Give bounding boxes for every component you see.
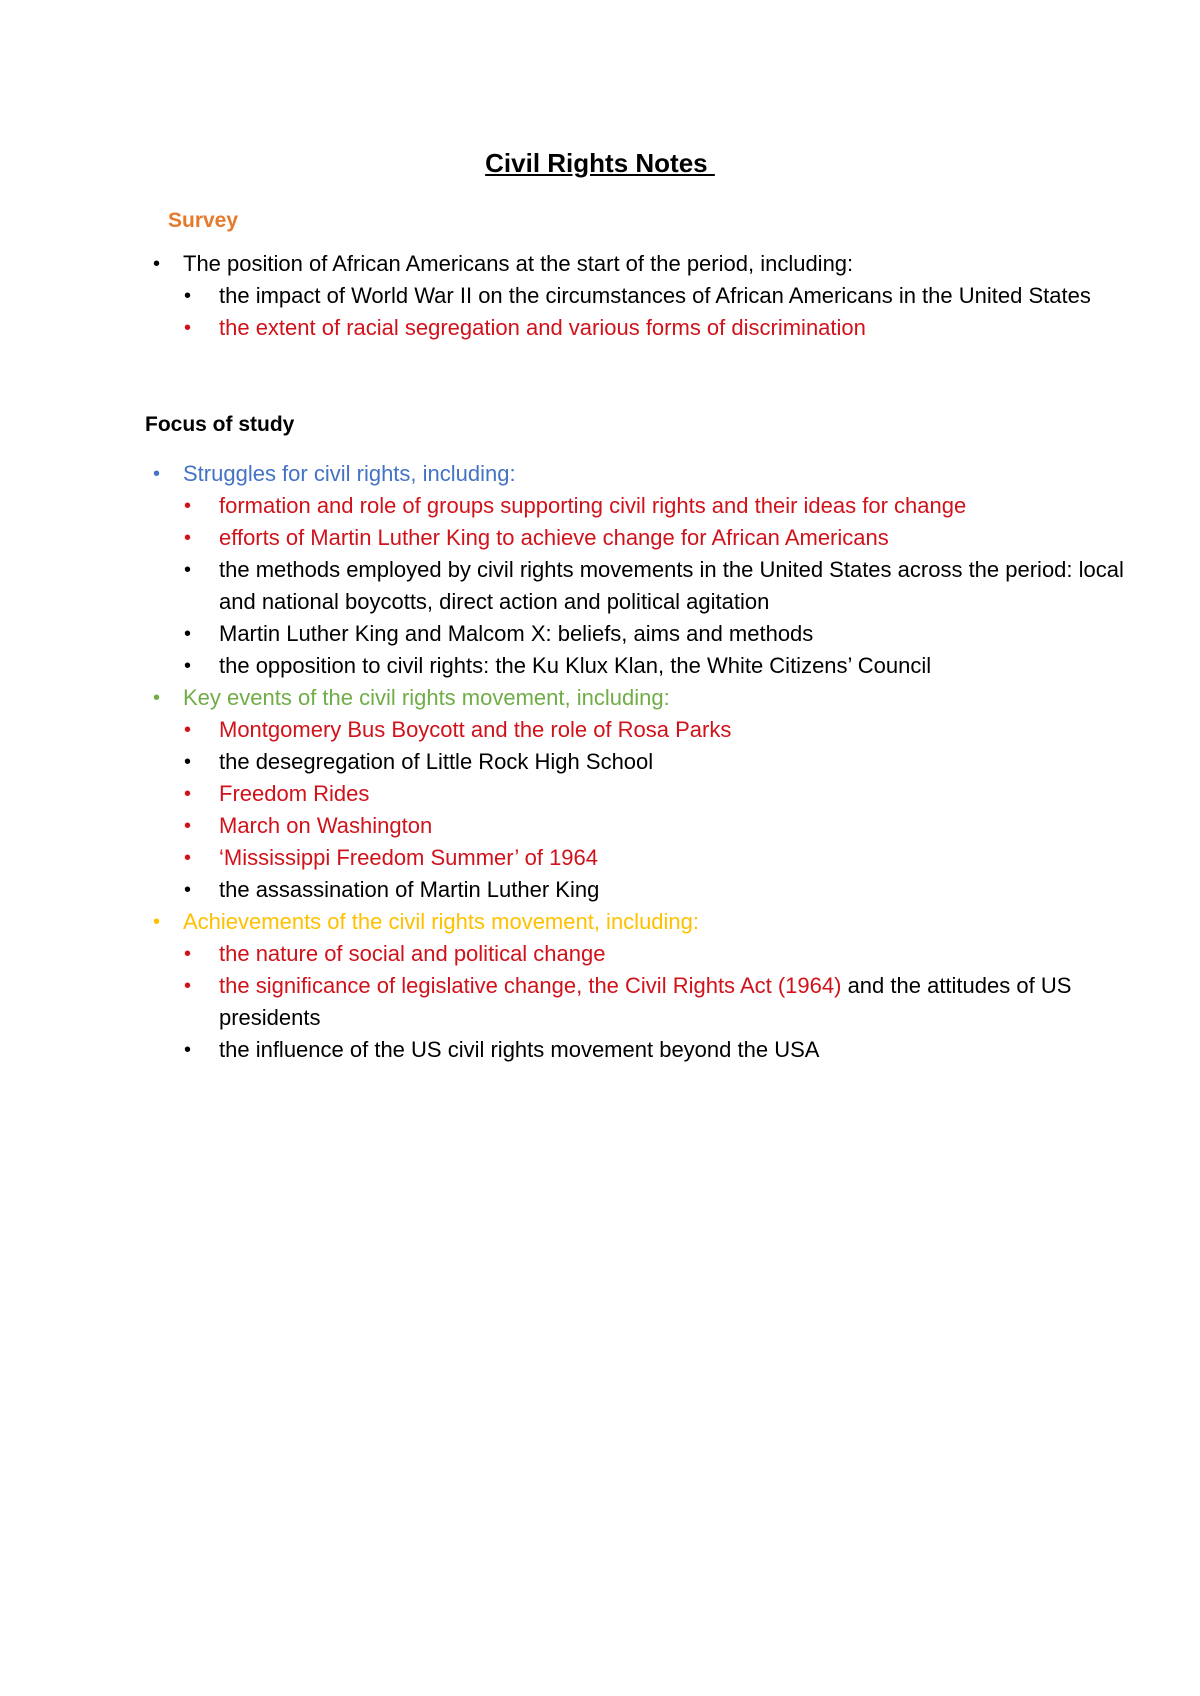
list-item-text: the opposition to civil rights: the Ku Klux Klan, the White Citizens’ Council <box>219 653 932 678</box>
list-item <box>0 522 1200 554</box>
list-item <box>0 618 1200 650</box>
list-item-text: Struggles for civil rights, including: <box>183 461 516 486</box>
bullet-icon: • <box>184 751 192 773</box>
bullet-icon: • <box>184 285 192 307</box>
list-item <box>0 490 1200 522</box>
bullet-icon: • <box>153 911 161 933</box>
list-item <box>0 970 1200 1034</box>
list-item-text: formation and role of groups supporting civil rights and their ideas for change <box>219 493 967 518</box>
list-item-text: the impact of World War II on the circumstances of African Americans in the United States <box>219 283 1091 308</box>
bullet-icon: • <box>153 463 161 485</box>
list-item-text: The position of African Americans at the start of the period, including: <box>183 251 854 276</box>
list-item-text: the methods employed by civil rights movements in the United States across the period: local and national boycotts, direct action and political agitation <box>219 557 1124 614</box>
list-item-text: ‘Mississippi Freedom Summer’ of 1964 <box>219 845 599 870</box>
list-item <box>0 810 1200 842</box>
page-title: Civil Rights Notes <box>485 148 715 178</box>
list-item-text: March on Washington <box>219 813 433 838</box>
list-item-text: the influence of the US civil rights movement beyond the USA <box>219 1037 820 1062</box>
list-item <box>0 714 1200 746</box>
list-item-text: the assassination of Martin Luther King <box>219 877 600 902</box>
bullet-icon: • <box>184 1039 192 1061</box>
list-item <box>0 682 1200 714</box>
list-item-text: Martin Luther King and Malcom X: beliefs, aims and methods <box>219 621 814 646</box>
survey-heading: Survey <box>168 209 239 232</box>
list-item-text: Achievements of the civil rights movement, including: <box>183 909 700 934</box>
list-item <box>0 554 1200 618</box>
bullet-icon: • <box>184 847 192 869</box>
bullet-icon: • <box>184 783 192 805</box>
focus-of-study-heading: Focus of study <box>145 413 295 436</box>
list-item <box>0 458 1200 490</box>
list-item <box>0 746 1200 778</box>
list-item <box>0 938 1200 970</box>
list-item <box>0 312 1200 344</box>
list-item <box>0 248 1200 280</box>
list-item <box>0 874 1200 906</box>
list-item <box>0 280 1200 312</box>
list-item-text: the nature of social and political change <box>219 941 606 966</box>
list-item <box>0 906 1200 938</box>
list-item-text: Montgomery Bus Boycott and the role of Rosa Parks <box>219 717 732 742</box>
list-item <box>0 778 1200 810</box>
bullet-icon: • <box>184 495 192 517</box>
bullet-icon: • <box>184 559 192 581</box>
list-item-text: and the attitudes of US presidents <box>219 973 1072 1030</box>
bullet-icon: • <box>153 253 161 275</box>
list-item <box>0 650 1200 682</box>
bullet-icon: • <box>184 879 192 901</box>
list-item <box>0 842 1200 874</box>
list-item-text: the significance of legislative change, the Civil Rights Act (1964) <box>219 973 842 998</box>
bullet-icon: • <box>184 815 192 837</box>
bullet-icon: • <box>184 655 192 677</box>
survey-list <box>0 248 1200 344</box>
bullet-icon: • <box>184 623 192 645</box>
bullet-icon: • <box>184 943 192 965</box>
list-item-text: the desegregation of Little Rock High School <box>219 749 654 774</box>
bullet-icon: • <box>184 527 192 549</box>
bullet-icon: • <box>184 975 192 997</box>
list-item-text: Freedom Rides <box>219 781 370 806</box>
list-item-text: Key events of the civil rights movement, including: <box>183 685 670 710</box>
bullet-icon: • <box>153 687 161 709</box>
focus-of-study-list <box>0 458 1200 1066</box>
list-item-text: efforts of Martin Luther King to achieve change for African Americans <box>219 525 889 550</box>
list-item-text: the extent of racial segregation and various forms of discrimination <box>219 315 866 340</box>
list-item <box>0 1034 1200 1066</box>
bullet-icon: • <box>184 719 192 741</box>
bullet-icon: • <box>184 317 192 339</box>
